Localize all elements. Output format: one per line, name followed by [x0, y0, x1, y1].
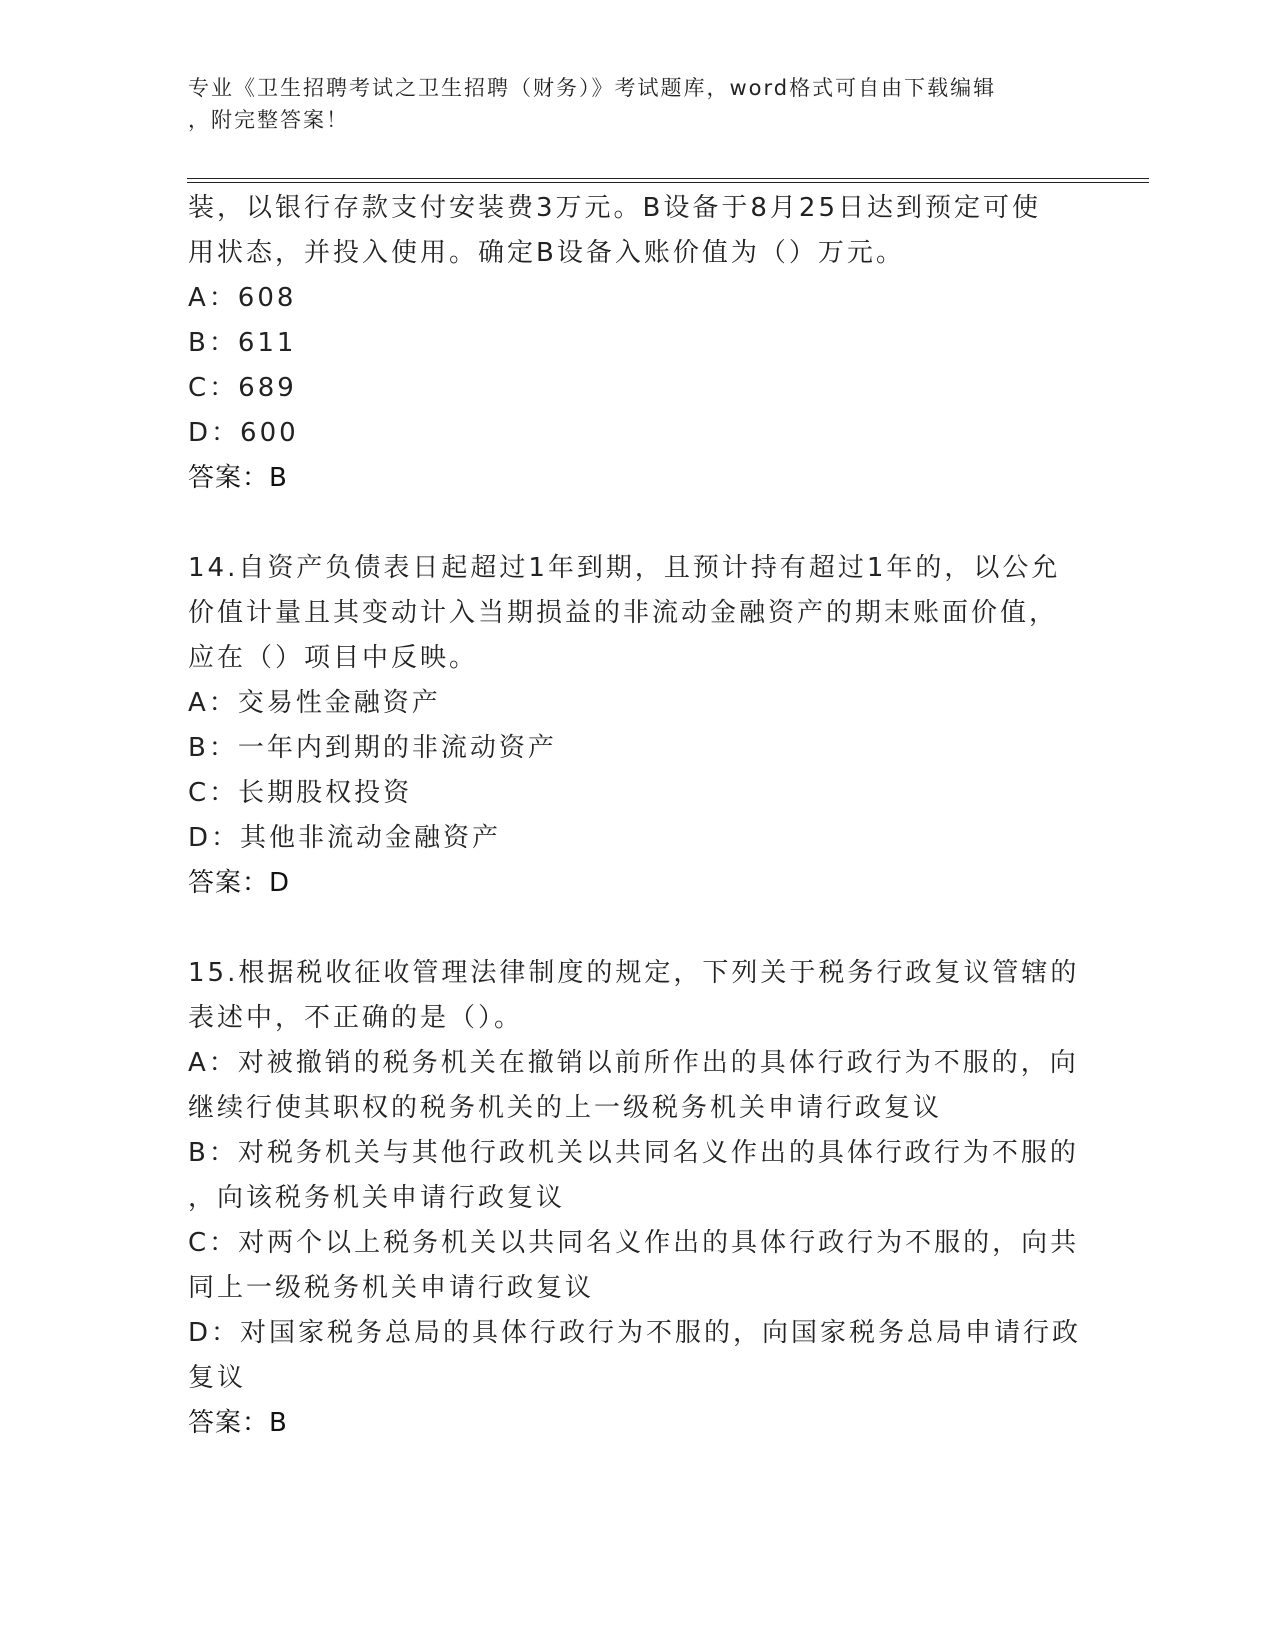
question-15-option-b-line-2: ，向该税务机关申请行政复议	[188, 1183, 566, 1213]
question-15-answer: 答案：B	[188, 1408, 288, 1438]
question-13-option-a: A：608	[188, 283, 297, 313]
header-title-line-1: 专业《卫生招聘考试之卫生招聘（财务）》考试题库，word格式可自由下载编辑	[188, 76, 997, 100]
question-13-stem-line-2: 用状态，并投入使用。确定B设备入账价值为（）万元。	[188, 238, 905, 268]
question-15-option-d-line-1: D：对国家税务总局的具体行政行为不服的，向国家税务总局申请行政	[188, 1318, 1082, 1348]
question-14-stem-line-3: 应在（）项目中反映。	[188, 643, 479, 673]
question-15-option-c-line-1: C：对两个以上税务机关以共同名义作出的具体行政行为不服的，向共	[188, 1228, 1080, 1258]
question-content	[188, 186, 1088, 1446]
question-15-option-a-line-2: 继续行使其职权的税务机关的上一级税务机关申请行政复议	[188, 1093, 943, 1123]
question-13-answer: 答案：B	[188, 463, 288, 493]
spacer	[188, 501, 1088, 546]
question-14-stem-line-1: 14.自资产负债表日起超过1年到期，且预计持有超过1年的，以公允	[188, 553, 1061, 583]
question-15-option-b-line-1: B：对税务机关与其他行政机关以共同名义作出的具体行政行为不服的	[188, 1138, 1079, 1168]
question-14-option-c: C：长期股权投资	[188, 778, 413, 808]
question-14-block	[188, 546, 1088, 906]
spacer	[188, 906, 1088, 951]
question-15-option-c-line-2: 同上一级税务机关申请行政复议	[188, 1273, 595, 1303]
question-15-stem-line-1: 15.根据税收征收管理法律制度的规定，下列关于税务行政复议管辖的	[188, 958, 1080, 988]
question-13-stem-line-1: 装，以银行存款支付安装费3万元。B设备于8月25日达到预定可使	[188, 193, 1042, 223]
question-15-option-d-line-2: 复议	[188, 1363, 247, 1393]
question-15-block	[188, 951, 1088, 1446]
header-double-rule	[187, 178, 1149, 183]
question-14-answer: 答案：D	[188, 868, 291, 898]
question-14-option-b: B：一年内到期的非流动资产	[188, 733, 557, 763]
question-14-stem-line-2: 价值计量且其变动计入当期损益的非流动金融资产的期末账面价值，	[188, 598, 1059, 628]
question-14-option-a: A：交易性金融资产	[188, 688, 441, 718]
question-13-block	[188, 186, 1088, 501]
question-13-option-d: D：600	[188, 418, 299, 448]
document-header	[188, 72, 1068, 136]
header-title-line-2: ，附完整答案！	[188, 108, 349, 132]
question-14-option-d: D：其他非流动金融资产	[188, 823, 502, 853]
question-13-option-c: C：689	[188, 373, 297, 403]
question-15-stem-line-2: 表述中，不正确的是（）。	[188, 1003, 524, 1033]
question-13-option-b: B：611	[188, 328, 297, 358]
question-15-option-a-line-1: A：对被撤销的税务机关在撤销以前所作出的具体行政行为不服的，向	[188, 1048, 1079, 1078]
